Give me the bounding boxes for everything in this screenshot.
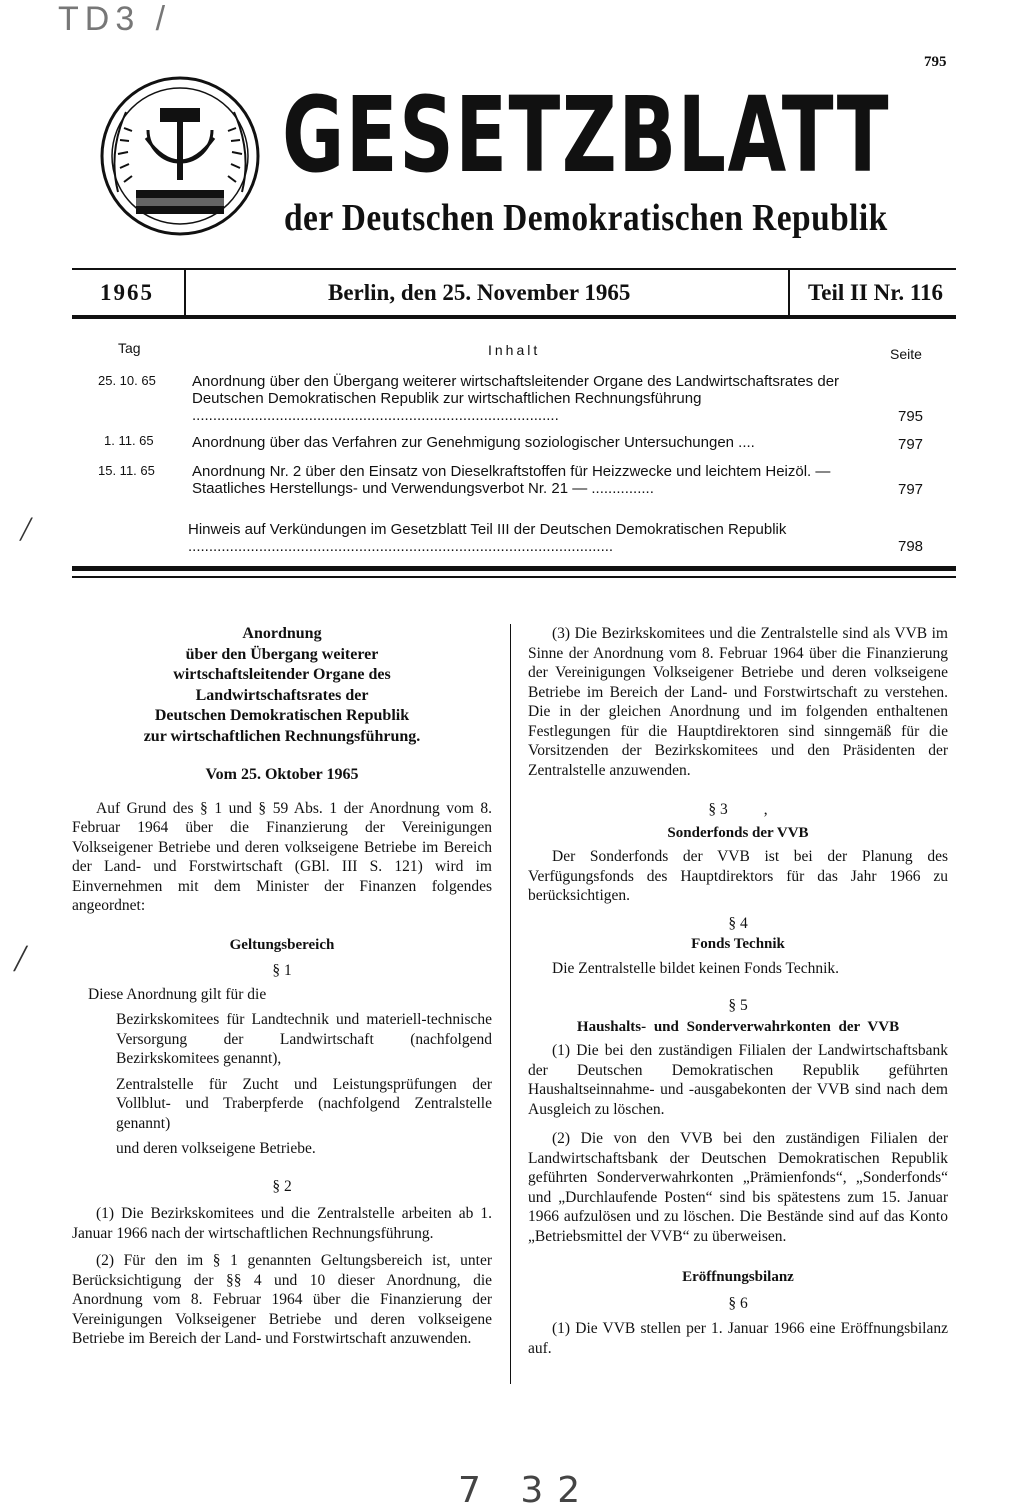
article-title-line: Landwirtschaftsrates der: [195, 686, 369, 704]
toc-entry-page: 797: [898, 436, 924, 453]
toc-entry-page: 797: [898, 481, 924, 498]
section-2-paragraph-3: (3) Die Bezirkskomitees und die Zentralstelle sind als VVB im Sinne der Anordnung vom 8. Februar 1964 über die Finanzierung der Vereinigungen Volkseigener Betriebe und deren volkseigene Betriebe im Bereich der Land- und Forstwirtschaft zu verstehen. Die in der gleichen Anordnung und im folgenden enthaltenen Festlegungen für die Hauptdirektoren sind sinngemäß für die Vorsitzenden der Bezirkskomitees und den Präsidenten der Zentralstelle anzuwenden.: [528, 625, 948, 779]
toc-entry-page: 795: [898, 408, 924, 425]
scan-mark: ,: [763, 801, 768, 818]
section-1-intro: Diese Anordnung gilt für die: [88, 985, 267, 1003]
section-6-label: § 6: [728, 1294, 748, 1312]
section-5-label: § 5: [728, 997, 748, 1014]
toc-title-header: Inhalt: [488, 342, 541, 358]
toc-date-header: Tag: [118, 340, 141, 356]
section-6-paragraph-1: (1) Die VVB stellen per 1. Januar 1966 eine Eröffnungsbilanz auf.: [528, 1320, 948, 1357]
section-rule-thin: [72, 576, 956, 578]
issue-place-date: Berlin, den 25. November 1965: [328, 280, 631, 305]
article-title-line: zur wirtschaftlichen Rechnungsführung.: [143, 727, 421, 745]
article-title: [72, 624, 492, 747]
masthead-subtitle: der Deutschen Demokratischen Republik: [284, 197, 888, 239]
article-title-line: Deutschen Demokratischen Republik: [154, 707, 410, 724]
toc-entry-date: 25. 10. 65: [98, 373, 156, 388]
list-item: und deren volkseigene Betriebe.: [116, 1140, 316, 1157]
section-4-label: § 4: [728, 914, 748, 932]
heading-geltungsbereich: Geltungsbereich: [229, 936, 335, 953]
heading-fonds-technik: Fonds Technik: [691, 936, 785, 952]
heading-konten: Haushalts- und Sonderverwahrkonten der VVB: [576, 1018, 900, 1035]
list-item: Bezirkskomitees für Landtechnik und materiell-technische Versorgung der Landwirtschaft (nachfolgend Bezirkskomitees genannt),: [116, 1011, 492, 1067]
column-divider: [510, 624, 511, 1384]
handwritten-mark: TD3 /: [58, 0, 172, 38]
toc-page-header: Seite: [890, 346, 922, 362]
article-date: Vom 25. Oktober 1965: [205, 766, 359, 783]
margin-tick-mark: ╱: [14, 946, 28, 971]
section-3-paragraph: Der Sonderfonds der VVB ist bei der Planung des Verfügungsfonds des Hauptdirektors für das Jahr 1966 zu berücksichtigen.: [528, 848, 948, 904]
section-1-list: [72, 1010, 492, 1159]
article-title-line: über den Übergang weiterer: [185, 645, 379, 663]
issue-number: Teil II Nr. 116: [808, 280, 944, 305]
section-3-number: § 3: [708, 801, 728, 818]
state-emblem-icon: [96, 72, 264, 240]
toc-entry-text: Hinweis auf Verkündungen im Gesetzblatt Teil III der Deutschen Demokratischen Republik ......................................................................................................: [188, 521, 787, 555]
article-title-line: Anordnung: [242, 625, 322, 642]
preamble: Auf Grund des § 1 und § 59 Abs. 1 der Anordnung vom 8. Februar 1964 über die Finanzierung der Vereinigungen Volkseigener Betriebe und deren volkseigene Betriebe im Bereich der Land- und Forstwirtschaft (GBl. III S. 121) wird im Einvernehmen mit dem Minister der Finanzen folgendes angeordnet:: [72, 799, 492, 914]
section-3-label: [528, 800, 948, 820]
section-2-paragraph-2: (2) Für den im § 1 genannten Geltungsbereich ist, unter Berücksichtigung der §§ 4 und 10 dieser Anordnung, die Anordnung vom 8. Februar 1964 über die Finanzierung der Vereinigungen Volkseigener Betriebe und deren volkseigene Betriebe im Bereich der Land- und Forstwirtschaft anzuwenden.: [72, 1252, 492, 1347]
section-rule-thick: [72, 566, 956, 571]
section-5-paragraph-2: (2) Die von den VVB bei den zuständigen Filialen der Landwirtschaftsbank der Deutschen Demokratischen Republik geführten Sonderverwahrkonten „Prämienfonds“, „Sonderfonds“ und „Durchlaufende Posten“ sind bis spätestens zum 15. Januar 1966 aufzulösen und zu löschen. Die Bestände sind auf das Konto „Betriebsmittel der VVB“ zu überweisen.: [528, 1130, 948, 1245]
right-column: [528, 624, 948, 1358]
section-4-paragraph: Die Zentralstelle bildet keinen Fonds Technik.: [552, 959, 840, 977]
section-2-label: § 2: [272, 1177, 292, 1195]
left-column: [72, 624, 492, 1349]
infobar-divider: [788, 268, 790, 319]
section-2-paragraph-1: (1) Die Bezirkskomitees und die Zentralstelle arbeiten ab 1. Januar 1966 nach der wirtschaftlichen Rechnungsführung.: [72, 1205, 492, 1242]
toc-entry-text: Anordnung über den Übergang weiterer wirtschaftsleitender Organe des Landwirtschaftsrates der Deutschen Demokratischen Republik zur wirtschaftlichen Rechnungsführung ........................................................................................: [192, 373, 840, 424]
infobar-divider: [184, 268, 186, 319]
infobar-bottom-rule: [72, 315, 956, 319]
handwritten-note: 7 32: [458, 1470, 595, 1511]
section-1-label: § 1: [272, 962, 292, 979]
toc-entry-date: 1. 11. 65: [104, 433, 154, 448]
heading-eroeffnungsbilanz: Eröffnungsbilanz: [682, 1269, 794, 1285]
infobar-top-rule: [72, 268, 956, 270]
masthead-title: GESETZBLATT: [282, 74, 891, 196]
toc-entry-page: 798: [898, 538, 924, 555]
page-number: 795: [924, 54, 947, 70]
section-5-paragraph-1: (1) Die bei den zuständigen Filialen der Landwirtschaftsbank der Deutschen Demokratischen Republik geführten Haushaltseinnahme- und -ausgabekonten der VVB sind nach dem Ausgleich zu löschen.: [528, 1042, 948, 1118]
toc-entry-date: 15. 11. 65: [98, 463, 155, 478]
toc-entry-text: Anordnung Nr. 2 über den Einsatz von Dieselkraftstoffen für Heizzwecke und leichtem Heizöl. — Staatliches Herstellungs- und Verwendungsverbot Nr. 21 — ...............: [192, 463, 831, 497]
list-item: Zentralstelle für Zucht und Leistungsprüfungen der Vollblut- und Traberpferde (nachfolgend Zentralstelle genannt): [116, 1075, 492, 1132]
heading-sonderfonds: Sonderfonds der VVB: [667, 824, 809, 841]
issue-year: 1965: [100, 280, 154, 305]
article-title-line: wirtschaftsleitender Organe des: [173, 666, 391, 683]
margin-tick-mark: ╱: [20, 519, 33, 541]
toc-entry-text: Anordnung über das Verfahren zur Genehmigung soziologischer Untersuchungen ....: [192, 434, 755, 451]
